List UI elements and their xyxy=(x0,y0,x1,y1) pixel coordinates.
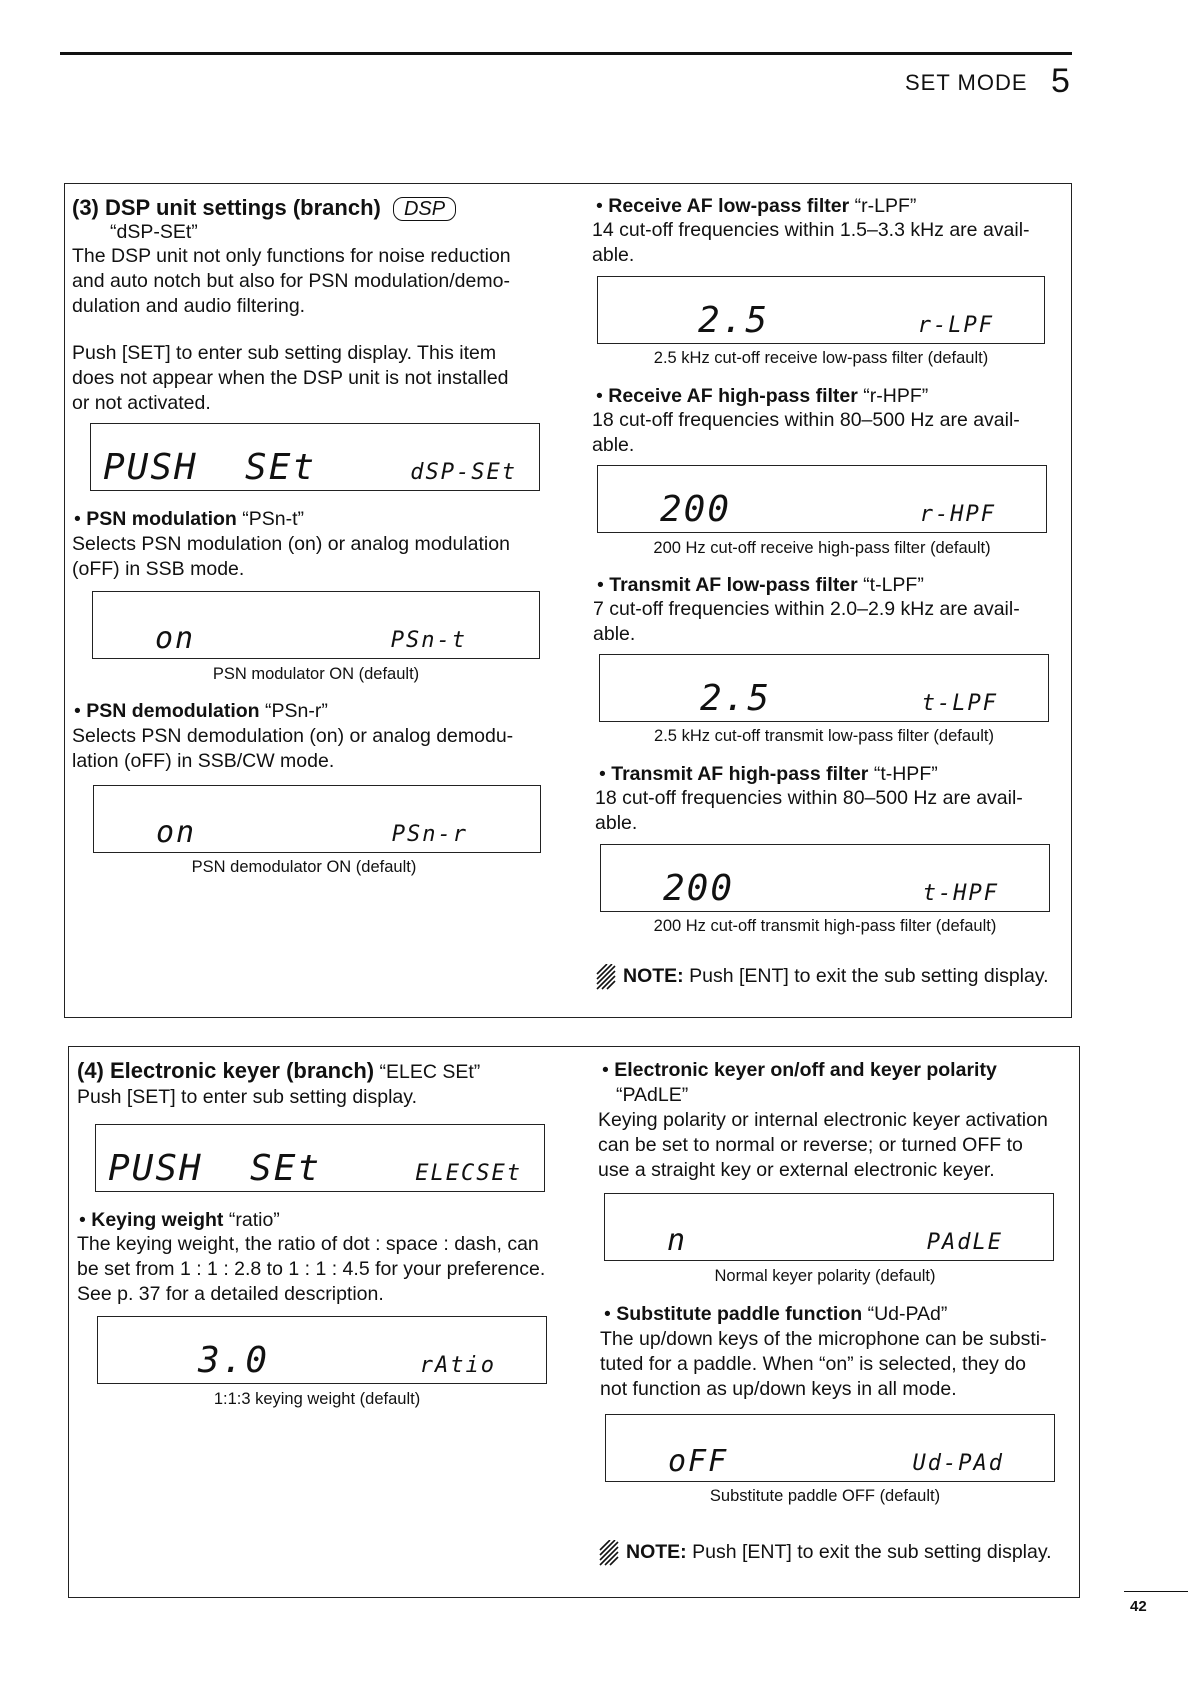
lcd-main-text: on xyxy=(156,815,197,850)
section-3-push xyxy=(72,341,509,416)
psn-demod-heading: • PSN demodulation “PSn-r” xyxy=(74,700,328,722)
desc-line: able. xyxy=(592,434,635,456)
r-hpf-desc xyxy=(592,408,1020,458)
desc-line: The keying weight, the ratio of dot : space : dash, can xyxy=(77,1233,539,1255)
lcd-ud-pad xyxy=(605,1414,1055,1482)
lcd-push-set-elec xyxy=(95,1124,545,1192)
desc-line: Selects PSN demodulation (on) or analog demodu- xyxy=(72,725,514,747)
chapter-number: 5 xyxy=(1051,62,1070,100)
psn-demod-desc xyxy=(72,724,513,774)
desc-line: See p. 37 for a detailed description. xyxy=(77,1283,384,1305)
lcd-main-text: 2.5 xyxy=(698,300,770,341)
lcd-main-text: oFF xyxy=(668,1444,729,1479)
lcd-r-lpf xyxy=(597,276,1045,344)
desc-line: tuted for a paddle. When “on” is selected, they do xyxy=(600,1353,1027,1375)
psn-mod-code: “PSn-t” xyxy=(236,508,305,530)
t-lpf-heading: • Transmit AF low-pass filter “t-LPF” xyxy=(597,574,924,596)
desc-line: 7 cut-off frequencies within 2.0–2.9 kHz are avail- xyxy=(593,598,1020,620)
desc-line: be set from 1 : 1 : 2.8 to 1 : 1 : 4.5 for your preference. xyxy=(77,1258,546,1280)
lcd-main-text: PUSH SEt xyxy=(103,447,317,488)
desc-line: lation (oFF) in SSB/CW mode. xyxy=(72,750,335,772)
lcd-weight xyxy=(97,1316,547,1384)
push-line: Push [SET] to enter sub setting display. This item xyxy=(72,342,497,364)
intro-line: The DSP unit not only functions for noise reduction xyxy=(72,245,511,267)
intro-line: dulation and audio filtering. xyxy=(72,295,306,317)
lcd-psn-mod xyxy=(92,591,540,659)
lcd-psn-demod xyxy=(93,785,541,853)
r-hpf-caption: 200 Hz cut-off receive high-pass filter (default) xyxy=(653,539,991,557)
section-4-push: Push [SET] to enter sub setting display. xyxy=(77,1086,417,1108)
psn-mod-caption: PSN modulator ON (default) xyxy=(212,665,420,683)
lcd-sub-text: rAtio xyxy=(419,1353,496,1378)
lcd-t-hpf xyxy=(600,844,1050,912)
lcd-sub-text: dSP-SEt xyxy=(410,460,517,485)
lcd-main-text: 200 xyxy=(660,489,732,530)
psn-demod-code: “PSn-r” xyxy=(259,700,328,722)
desc-line: 18 cut-off frequencies within 80–500 Hz are avail- xyxy=(595,787,1023,809)
page-number-rule xyxy=(1124,1591,1188,1592)
paddle-title: Electronic keyer on/off and keyer polarity xyxy=(614,1059,997,1081)
t-lpf-desc xyxy=(593,597,1020,647)
lcd-main-text: 3.0 xyxy=(198,1340,270,1381)
lcd-paddle xyxy=(604,1193,1054,1261)
paddle-desc xyxy=(598,1108,1048,1183)
section-3-intro xyxy=(72,244,511,319)
t-hpf-caption: 200 Hz cut-off transmit high-pass filter (default) xyxy=(653,917,997,935)
top-rule xyxy=(60,52,1072,55)
desc-line: not function as up/down keys in all mode. xyxy=(600,1378,957,1400)
page-number: 42 xyxy=(1130,1598,1147,1615)
note-label: NOTE: xyxy=(626,1541,687,1564)
ud-pad-caption: Substitute paddle OFF (default) xyxy=(709,1487,941,1505)
desc-line: can be set to normal or reverse; or turned OFF to xyxy=(598,1134,1023,1156)
lcd-r-hpf xyxy=(597,465,1047,533)
intro-line: and auto notch but also for PSN modulation/demo- xyxy=(72,270,510,292)
section-3-note xyxy=(595,964,1049,990)
t-hpf-desc xyxy=(595,786,1023,836)
t-lpf-caption: 2.5 kHz cut-off transmit low-pass filter (default) xyxy=(654,727,994,745)
section-4-code: “ELEC SEt” xyxy=(374,1061,481,1083)
lcd-sub-text: ELECSEt xyxy=(415,1161,522,1186)
desc-line: Selects PSN modulation (on) or analog modulation xyxy=(72,533,510,555)
paddle-heading: • Electronic keyer on/off and keyer polarity xyxy=(602,1059,997,1081)
psn-mod-desc xyxy=(72,532,510,582)
psn-demod-caption: PSN demodulator ON (default) xyxy=(191,858,417,876)
t-hpf-code: “t-HPF” xyxy=(868,763,938,785)
lcd-t-lpf xyxy=(599,654,1049,722)
lcd-sub-text: PSn-r xyxy=(391,822,468,847)
r-lpf-heading: • Receive AF low-pass filter “r-LPF” xyxy=(596,195,917,217)
r-lpf-title: Receive AF low-pass filter xyxy=(608,195,850,217)
push-line: does not appear when the DSP unit is not installed xyxy=(72,367,509,389)
desc-line: (oFF) in SSB mode. xyxy=(72,558,245,580)
lcd-main-text: n xyxy=(667,1223,688,1258)
section-3-title-text: (3) DSP unit settings (branch) xyxy=(72,195,381,220)
weight-heading: • Keying weight “ratio” xyxy=(79,1209,280,1231)
lcd-sub-text: t-LPF xyxy=(921,691,998,716)
ud-pad-title: Substitute paddle function xyxy=(616,1303,863,1325)
t-lpf-code: “t-LPF” xyxy=(857,574,924,596)
psn-demod-title: PSN demodulation xyxy=(86,700,260,722)
desc-line: use a straight key or external electronic keyer. xyxy=(598,1159,995,1181)
note-icon xyxy=(595,964,617,990)
r-hpf-code: “r-HPF” xyxy=(857,385,929,407)
lcd-main-text: PUSH SEt xyxy=(108,1148,322,1189)
lcd-push-set-dsp xyxy=(90,423,540,491)
note-text: Push [ENT] to exit the sub setting display. xyxy=(686,1541,1052,1564)
section-4-title xyxy=(77,1058,480,1084)
psn-mod-heading: • PSN modulation “PSn-t” xyxy=(74,508,305,530)
paddle-code: “PAdLE” xyxy=(616,1084,689,1106)
t-lpf-title: Transmit AF low-pass filter xyxy=(609,574,858,596)
lcd-sub-text: r-LPF xyxy=(917,313,994,338)
lcd-sub-text: PSn-t xyxy=(390,628,467,653)
ud-pad-desc xyxy=(600,1327,1047,1402)
desc-line: able. xyxy=(595,812,638,834)
section-4-title-text: (4) Electronic keyer (branch) xyxy=(77,1058,375,1083)
r-hpf-title: Receive AF high-pass filter xyxy=(608,385,858,407)
r-hpf-heading: • Receive AF high-pass filter “r-HPF” xyxy=(596,385,929,407)
r-lpf-code: “r-LPF” xyxy=(849,195,917,217)
lcd-sub-text: PAdLE xyxy=(926,1230,1003,1255)
lcd-sub-text: r-HPF xyxy=(919,502,996,527)
t-hpf-title: Transmit AF high-pass filter xyxy=(611,763,869,785)
desc-line: able. xyxy=(592,244,635,266)
r-lpf-caption: 2.5 kHz cut-off receive low-pass filter (default) xyxy=(653,349,989,367)
psn-mod-title: PSN modulation xyxy=(86,508,237,530)
weight-desc xyxy=(77,1232,545,1307)
lcd-sub-text: t-HPF xyxy=(922,881,999,906)
section-3-title xyxy=(72,195,456,221)
desc-line: 14 cut-off frequencies within 1.5–3.3 kHz are avail- xyxy=(592,219,1030,241)
lcd-main-text: 200 xyxy=(663,868,735,909)
lcd-main-text: 2.5 xyxy=(700,678,772,719)
note-label: NOTE: xyxy=(623,965,684,988)
section-4-note xyxy=(598,1540,1052,1566)
desc-line: The up/down keys of the microphone can be substi- xyxy=(600,1328,1047,1350)
header-title: SET MODE xyxy=(905,70,1028,95)
weight-title: Keying weight xyxy=(91,1209,224,1231)
paddle-caption: Normal keyer polarity (default) xyxy=(714,1267,936,1285)
ud-pad-code: “Ud-PAd” xyxy=(862,1303,948,1325)
desc-line: 18 cut-off frequencies within 80–500 Hz are avail- xyxy=(592,409,1020,431)
r-lpf-desc xyxy=(592,218,1030,268)
t-hpf-heading: • Transmit AF high-pass filter “t-HPF” xyxy=(599,763,938,785)
weight-caption: 1:1:3 keying weight (default) xyxy=(213,1390,421,1408)
weight-code: “ratio” xyxy=(223,1209,280,1231)
dsp-badge: DSP xyxy=(393,197,456,221)
ud-pad-heading: • Substitute paddle function “Ud-PAd” xyxy=(604,1303,948,1325)
section-3-subtitle: “dSP-SEt” xyxy=(110,221,198,243)
note-icon xyxy=(598,1540,620,1566)
lcd-main-text: on xyxy=(155,621,196,656)
note-text: Push [ENT] to exit the sub setting display. xyxy=(683,965,1049,988)
push-line: or not activated. xyxy=(72,392,211,414)
lcd-sub-text: Ud-PAd xyxy=(912,1451,1004,1476)
desc-line: able. xyxy=(593,623,636,645)
desc-line: Keying polarity or internal electronic keyer activation xyxy=(598,1109,1048,1131)
